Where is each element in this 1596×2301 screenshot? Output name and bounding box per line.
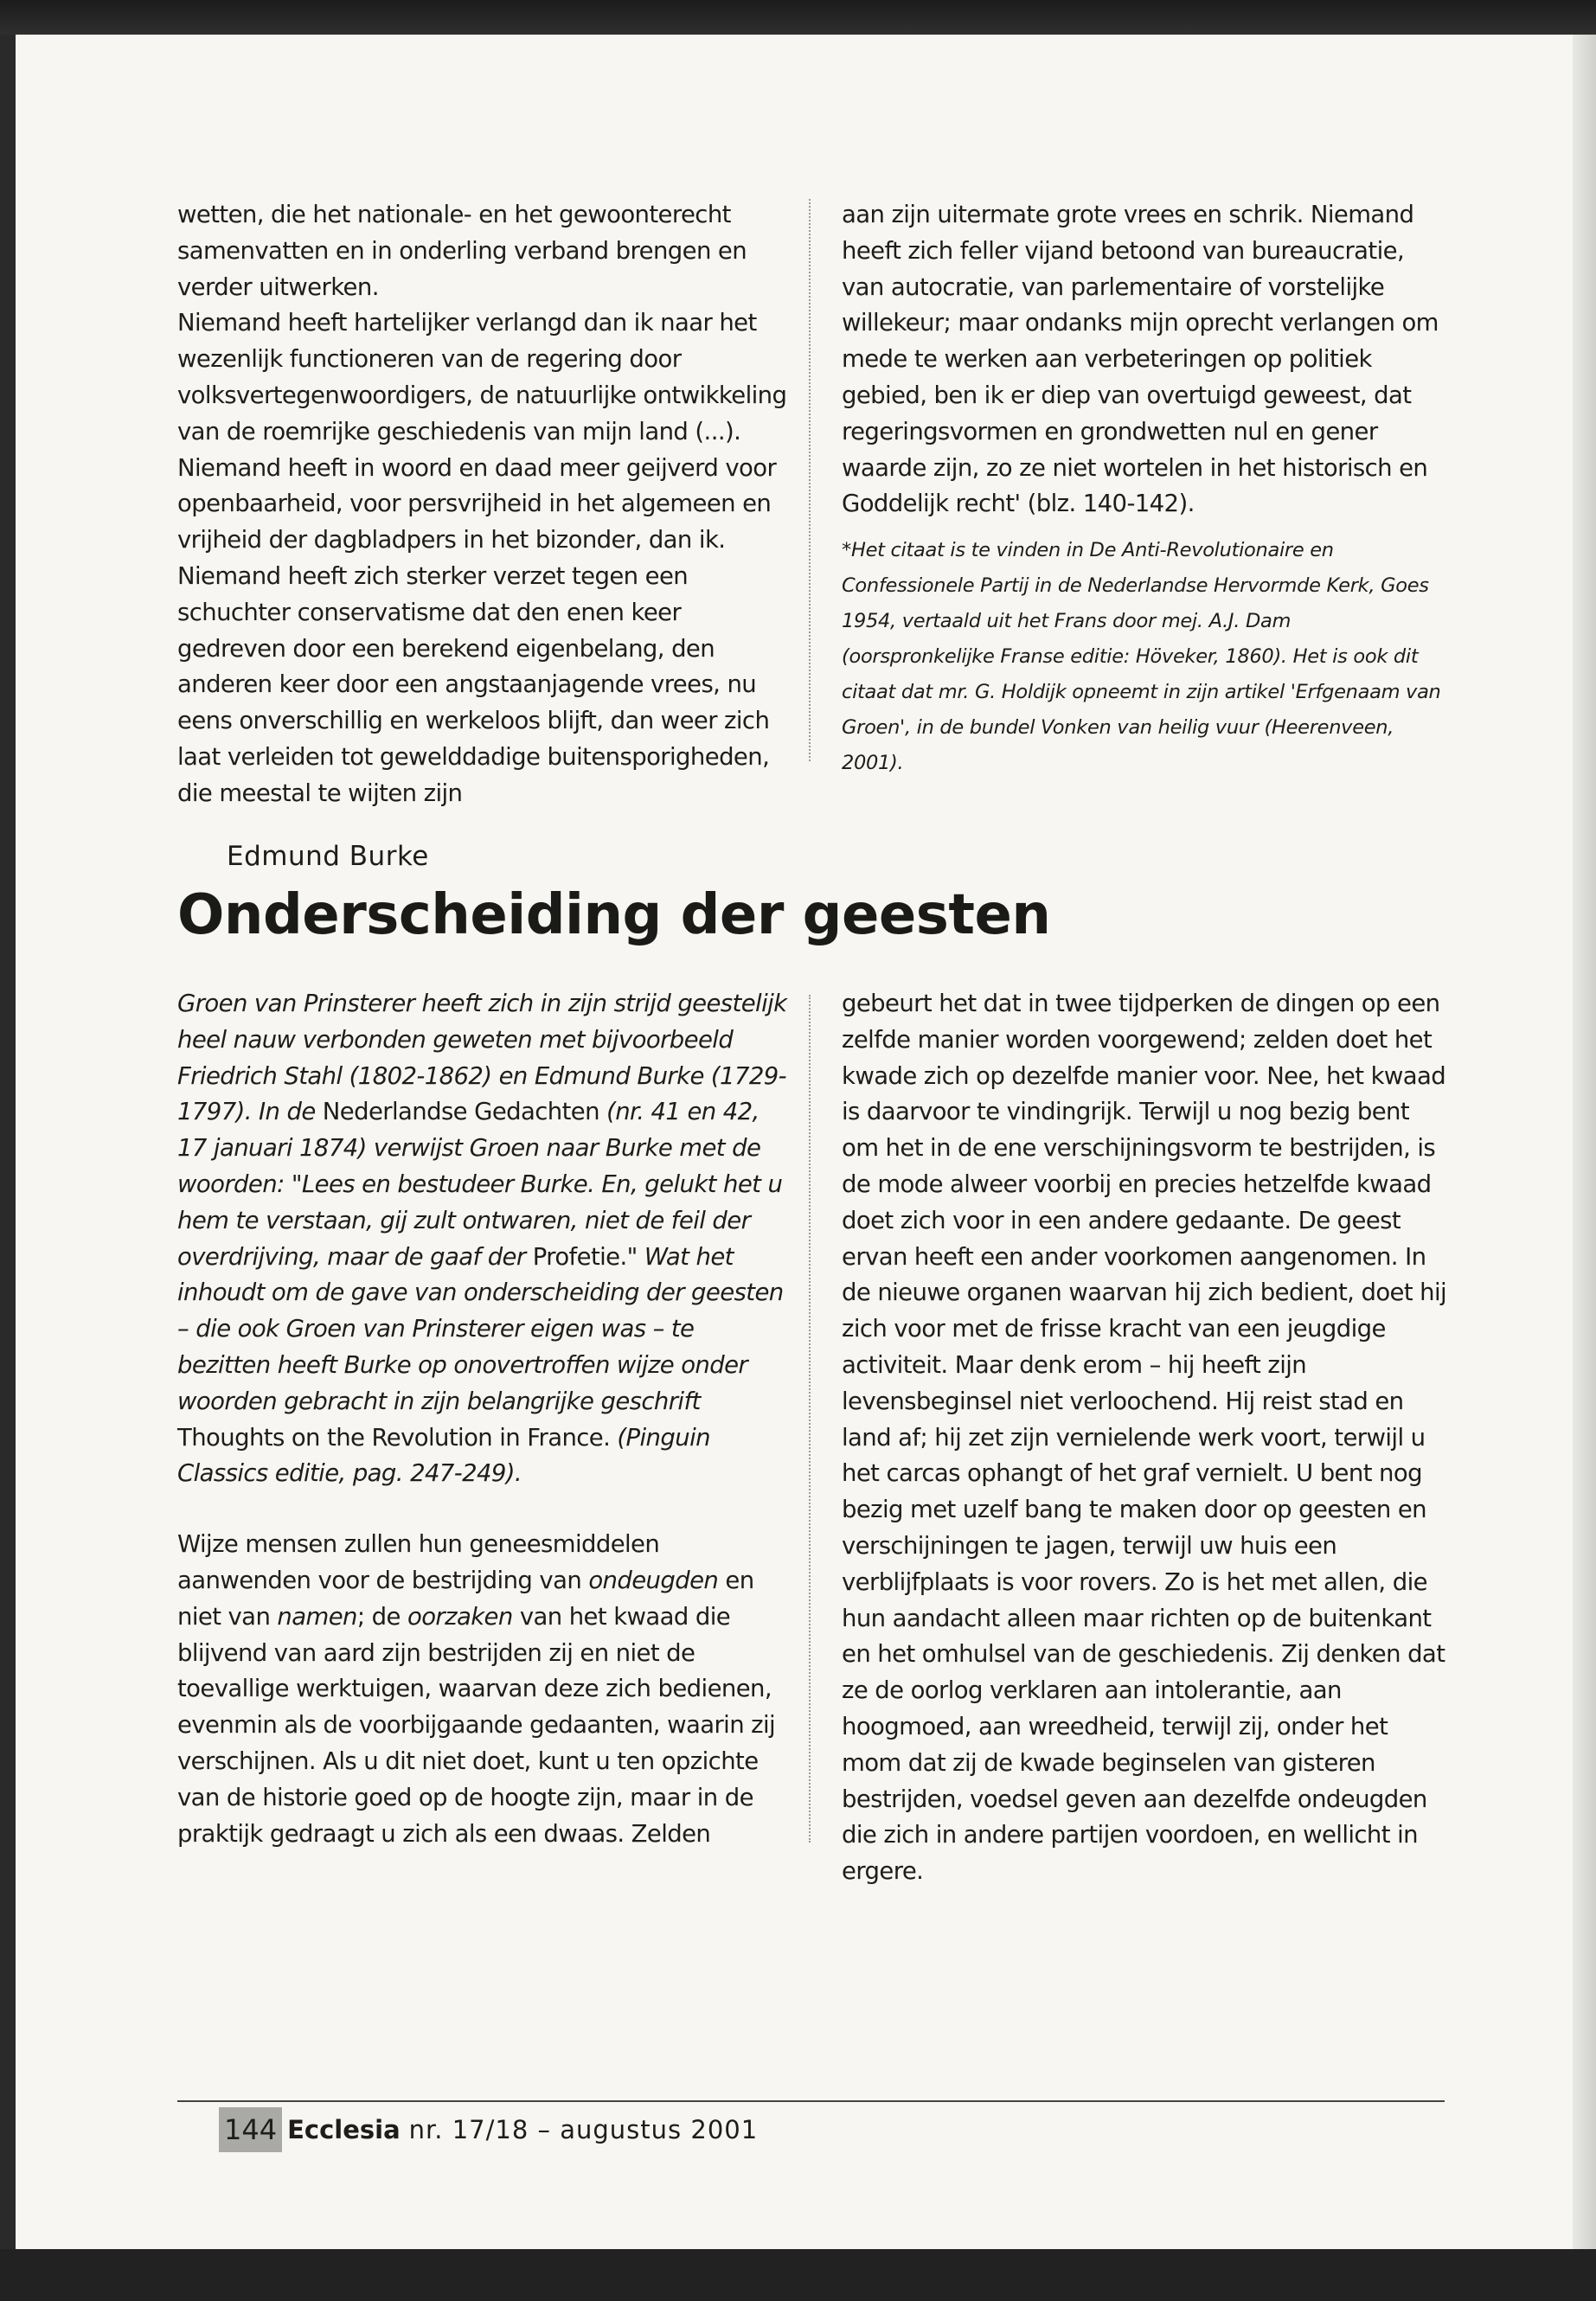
intro-upright-text: Profetie. [532, 1242, 627, 1271]
page-number: 144 [219, 2107, 282, 2152]
intro-text: Groen van Prinsterer heeft zich in zijn strijd geestelijk heel nauw verbonden geweten met bijvoorbeeld Friedrich Stahl (1802-1862) en Edmund Burke (1729-1797). In de [177, 990, 787, 1126]
article-right-column [842, 986, 1447, 1890]
article-overline: Edmund Burke [227, 841, 429, 872]
footnote: *Het citaat is te vinden in De Anti-Revolutionaire en Confessionele Partij in de Nederlandse Hervormde Kerk, Goes 1954, vertaald uit het Frans door mej. A.J. Dam (oorspronkelijke Franse editie: Höveker, 1860). Het is ook dit citaat dat mr. G. Holdijk opneemt in zijn artikel 'Erfgenaam van Groen', in de bundel Vonken van heilig vuur (Heerenveen, 2001). [842, 539, 1441, 775]
body-text: van het kwaad die blijvend van aard zijn bestrijden zij en niet de toevallige werktuigen, waarvan deze zich bedienen, evenmin als de voorbijgaande gedaanten, waarin zij verschijnen. Als u dit niet doet, kunt u ten opzichte van de historie goed op de hoogte zijn, maar in de praktijk gedraagt u zich als een dwaas. Zelden [177, 1602, 776, 1848]
scan-edge-right [1573, 35, 1596, 2249]
scan-edge-top [0, 0, 1596, 35]
paragraph: Niemand heeft zich sterker verzet tegen een schuchter conservatisme dat den enen keer gedreven door een berekend eigenbelang, den anderen keer door een angstaanjagende vrees, nu eens onverschillig en werkeloos blijft, dan weer zich laat verleiden tot gewelddadige buitensporigheden, die meestal te wijten zijn [177, 561, 770, 807]
column-divider [809, 995, 811, 1843]
body-text: en niet van [177, 1566, 754, 1631]
footer-rule [177, 2100, 1445, 2102]
intro-text: " Wat het inhoudt om de gave van onderscheiding der geesten – die ook Groen van Prinsterer eigen was – te bezitten heeft Burke op onovertroffen wijze onder woorden gebracht in zijn belangrijke geschrift [177, 1242, 784, 1415]
intro-upright-text: Nederlandse Gedachten [322, 1098, 599, 1126]
body-paragraph [177, 1527, 787, 1852]
paragraph: aan zijn uitermate grote vrees en schrik. Niemand heeft zich feller vijand betoond van bureaucratie, van autocratie, van parlementaire of vorstelijke willekeur; maar ondanks mijn oprecht verlangen om mede te werken aan verbeteringen op politiek gebied, ben ik er diep van overtuigd geweest, dat regeringsvormen en grondwetten nul en gener waarde zijn, zo ze niet wortelen in het historisch en Goddelijk recht' (blz. 140-142). [842, 201, 1439, 518]
paragraph-gap [177, 1492, 787, 1527]
top-left-column [177, 197, 787, 812]
intro-text: (nr. 41 en 42, 17 januari 1874) verwijst Groen naar Burke met de woorden: "Lees en bestudeer Burke. En, gelukt het u hem te verstaan, gij zult ontwaren, niet de feil der overdrijving, maar de gaaf der [177, 1098, 783, 1271]
article-headline: Onderscheiding der geesten [177, 883, 1051, 947]
paragraph: Niemand heeft hartelijker verlangd dan ik naar het wezenlijk functioneren van de regering door volksvertegenwoordigers, de natuurlijke ontwikkeling van de roemrijke geschiedenis van mijn land (...). Niemand heeft in woord en daad meer geijverd voor openbaarheid, voor persvrijheid in het algemeen en vrijheid der dagbladpers in het bizonder, dan ik. [177, 309, 787, 554]
body-paragraph: gebeurt het dat in twee tijdperken de dingen op een zelfde manier worden voorgewend; zelden doet het kwade zich op dezelfde manier voor. Nee, het kwaad is daarvoor te vindingrijk. Terwijl u nog bezig bent om het in de ene verschijningsvorm te bestrijden, is de mode alweer voorbij en precies hetzelfde kwaad doet zich voor in een andere gedaante. De geest ervan heeft een ander voorkomen aangenomen. In de nieuwe organen waarvan hij zich bedient, doet hij zich voor met de frisse kracht van een jeugdige activiteit. Maar denk erom – hij heeft zijn levensbeginsel niet verloochend. Hij reist stad en land af; hij zet zijn vernielende werk voort, terwijl u het carcas ophangt of het graf vernielt. U bent nog bezig met uzelf bang te maken door op geesten en verschijningen te jagen, terwijl uw huis een verblijfplaats is voor rovers. Zo is het met allen, die hun aandacht alleen maar richten op de buitenkant en het omhulsel van de geschiedenis. Zij denken dat ze de oorlog verklaren aan intolerantie, aan hoogmoed, aan wreedheid, terwijl zij, onder het mom dat zij de kwade beginselen van gisteren bestrijden, voedsel geven aan dezelfde ondeugden die zich in andere partijen voordoen, en wellicht in ergere. [842, 990, 1447, 1886]
journal-name: Ecclesia [287, 2115, 401, 2144]
column-divider [809, 199, 811, 761]
body-text: ; de [356, 1602, 407, 1631]
body-emphasis: oorzaken [407, 1602, 513, 1631]
page-footer [219, 2107, 758, 2152]
scan-edge-bottom [0, 2249, 1596, 2301]
top-right-column [842, 197, 1447, 781]
intro-upright-text: Thoughts on the Revolution in France. [177, 1423, 611, 1452]
intro-text: (Pinguin Classics editie, pag. 247-249). [177, 1423, 710, 1488]
article-left-column [177, 986, 787, 1852]
article-intro [177, 986, 787, 1492]
paragraph: wetten, die het nationale- en het gewoonterecht samenvatten en in onderling verband brengen en verder uitwerken. [177, 201, 747, 301]
body-emphasis: ondeugden [588, 1566, 719, 1594]
body-text: Wijze mensen zullen hun geneesmiddelen aanwenden voor de bestrijding van [177, 1530, 660, 1594]
body-emphasis: namen [277, 1602, 357, 1631]
issue-info: nr. 17/18 – augustus 2001 [408, 2115, 759, 2144]
